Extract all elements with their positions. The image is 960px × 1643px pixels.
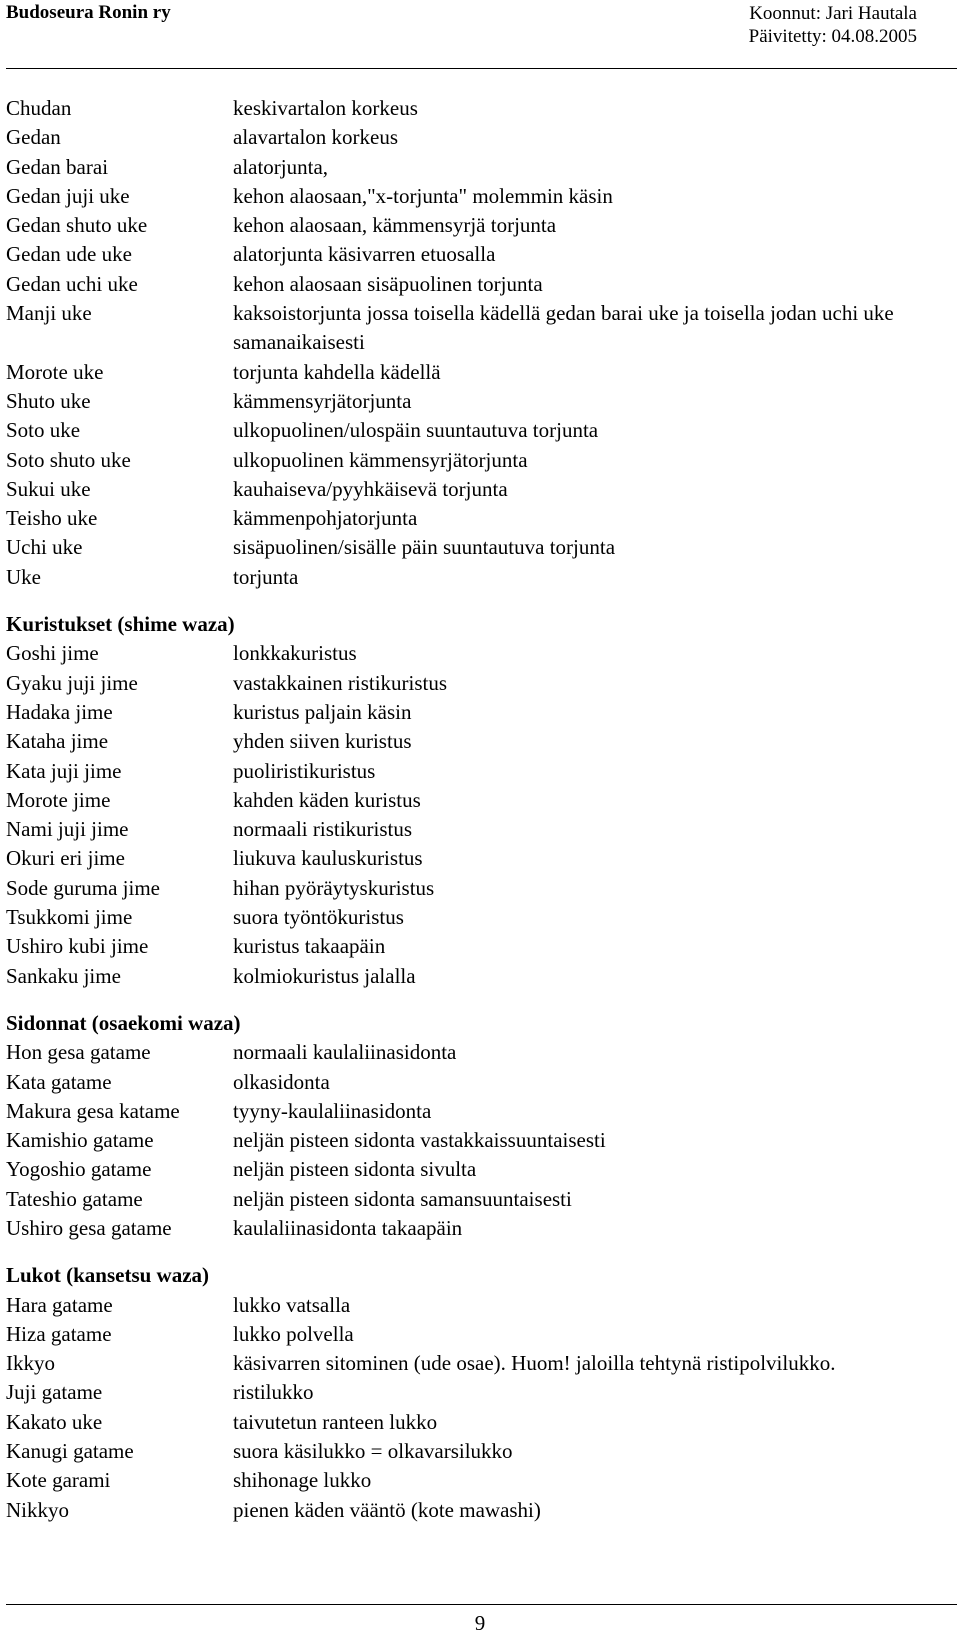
definition: kolmiokuristus jalalla <box>233 963 416 988</box>
glossary-row <box>6 874 956 903</box>
term: Sankaku jime <box>6 963 121 988</box>
definition: liukuva kauluskuristus <box>233 846 423 871</box>
header-divider <box>6 68 957 69</box>
glossary-row <box>6 1126 956 1155</box>
term: Makura gesa katame <box>6 1098 180 1123</box>
glossary-row <box>6 387 956 416</box>
glossary-row <box>6 1349 956 1378</box>
term: Juji gatame <box>6 1380 103 1405</box>
footer-divider <box>6 1604 957 1605</box>
term: Soto uke <box>6 418 81 443</box>
page-number: 9 <box>474 1611 486 1635</box>
glossary-content <box>6 94 956 1525</box>
definition: kämmensyrjätorjunta <box>233 388 412 413</box>
term: Ikkyo <box>6 1351 55 1376</box>
definition: kuristus paljain käsin <box>233 699 412 724</box>
glossary-row <box>6 416 956 445</box>
definition: lukko polvella <box>233 1321 354 1346</box>
term: Morote jime <box>6 787 111 812</box>
definition: kehon alaosaan, kämmensyrjä torjunta <box>233 213 557 238</box>
definition: pienen käden vääntö (kote mawashi) <box>233 1497 541 1522</box>
definition: kaksoistorjunta jossa toisella kädellä gedan barai uke ja toisella jodan uchi uke samanaikaisesti <box>233 301 894 355</box>
definition: kuristus takaapäin <box>233 934 386 959</box>
term: Sode guruma jime <box>6 875 160 900</box>
organization-name: Budoseura Ronin ry <box>6 2 171 23</box>
definition: alatorjunta, <box>233 154 329 179</box>
glossary-section <box>6 1009 956 1243</box>
glossary-row <box>6 1038 956 1067</box>
term: Uke <box>6 564 41 589</box>
term: Teisho uke <box>6 506 98 531</box>
glossary-row <box>6 1185 956 1214</box>
glossary-row <box>6 1437 956 1466</box>
glossary-row <box>6 1466 956 1495</box>
definition: shihonage lukko <box>233 1468 372 1493</box>
term: Tateshio gatame <box>6 1186 143 1211</box>
definition: lukko vatsalla <box>233 1292 351 1317</box>
definition: kauhaiseva/pyyhkäisevä torjunta <box>233 476 508 501</box>
definition: kaulaliinasidonta takaapäin <box>233 1215 463 1240</box>
definition: alatorjunta käsivarren etuosalla <box>233 242 496 267</box>
definition: neljän pisteen sidonta vastakkaissuuntaisesti <box>233 1128 606 1153</box>
term: Tsukkomi jime <box>6 905 133 930</box>
definition: käsivarren sitominen (ude osae). Huom! jaloilla tehtynä ristipolvilukko. <box>233 1351 836 1376</box>
definition: olkasidonta <box>233 1069 330 1094</box>
definition: kahden käden kuristus <box>233 787 421 812</box>
glossary-row <box>6 1291 956 1320</box>
section-heading: Kuristukset (shime waza) <box>6 612 235 637</box>
definition: ristilukko <box>233 1380 314 1405</box>
glossary-section <box>6 1261 956 1525</box>
definition: vastakkainen ristikuristus <box>233 670 448 695</box>
glossary-row <box>6 1496 956 1525</box>
definition: normaali kaulaliinasidonta <box>233 1040 457 1065</box>
term: Kata juji jime <box>6 758 122 783</box>
definition: taivutetun ranteen lukko <box>233 1409 438 1434</box>
glossary-row <box>6 1378 956 1407</box>
definition: keskivartalon korkeus <box>233 96 418 120</box>
term: Kataha jime <box>6 729 109 754</box>
term: Manji uke <box>6 301 92 326</box>
glossary-row <box>6 270 956 299</box>
glossary-row <box>6 1155 956 1184</box>
glossary-row <box>6 669 956 698</box>
term: Gedan barai <box>6 154 109 179</box>
glossary-row <box>6 727 956 756</box>
section-heading: Sidonnat (osaekomi waza) <box>6 1010 241 1035</box>
definition: ulkopuolinen/ulospäin suuntautuva torjunta <box>233 418 599 443</box>
term: Soto shuto uke <box>6 447 131 472</box>
glossary-row <box>6 240 956 269</box>
section-heading: Lukot (kansetsu waza) <box>6 1263 210 1288</box>
term: Kanugi gatame <box>6 1439 134 1464</box>
term: Hon gesa gatame <box>6 1040 151 1065</box>
term: Nikkyo <box>6 1497 69 1522</box>
header-meta <box>749 2 917 48</box>
glossary-row <box>6 1214 956 1243</box>
glossary-row <box>6 211 956 240</box>
term: Kata gatame <box>6 1069 112 1094</box>
term: Nami juji jime <box>6 817 129 842</box>
glossary-row <box>6 563 956 592</box>
glossary-row <box>6 844 956 873</box>
definition: normaali ristikuristus <box>233 817 413 842</box>
definition: kehon alaosaan sisäpuolinen torjunta <box>233 271 543 296</box>
glossary-row <box>6 815 956 844</box>
glossary-row <box>6 1320 956 1349</box>
updated-date: Päivitetty: 04.08.2005 <box>748 26 917 47</box>
term: Goshi jime <box>6 641 99 666</box>
term: Hara gatame <box>6 1292 113 1317</box>
glossary-row <box>6 533 956 562</box>
definition: neljän pisteen sidonta samansuuntaisesti <box>233 1186 572 1211</box>
definition: sisäpuolinen/sisälle päin suuntautuva torjunta <box>233 535 616 560</box>
glossary-section <box>6 94 956 592</box>
glossary-row <box>6 1408 956 1437</box>
term: Gedan <box>6 125 61 150</box>
definition: tyyny-kaulaliinasidonta <box>233 1098 432 1123</box>
term: Gyaku juji jime <box>6 670 138 695</box>
page-header <box>6 0 917 66</box>
term: Gedan uchi uke <box>6 271 138 296</box>
term: Gedan ude uke <box>6 242 132 267</box>
definition: puoliristikuristus <box>233 758 376 783</box>
term: Shuto uke <box>6 388 91 413</box>
glossary-row <box>6 1068 956 1097</box>
glossary-row <box>6 475 956 504</box>
term: Okuri eri jime <box>6 846 125 871</box>
glossary-row <box>6 1097 956 1126</box>
glossary-row <box>6 962 956 991</box>
term: Ushiro gesa gatame <box>6 1215 172 1240</box>
term: Morote uke <box>6 359 104 384</box>
term: Hadaka jime <box>6 699 113 724</box>
term: Ushiro kubi jime <box>6 934 149 959</box>
definition: ulkopuolinen kämmensyrjätorjunta <box>233 447 528 472</box>
definition: hihan pyöräytyskuristus <box>233 875 435 900</box>
glossary-row <box>6 504 956 533</box>
compiled-by: Koonnut: Jari Hautala <box>749 3 917 24</box>
term: Gedan shuto uke <box>6 213 148 238</box>
definition: torjunta <box>233 564 299 589</box>
glossary-section <box>6 610 956 991</box>
definition: yhden siiven kuristus <box>233 729 412 754</box>
term: Kote garami <box>6 1468 111 1493</box>
glossary-row <box>6 446 956 475</box>
definition: lonkkakuristus <box>233 641 357 666</box>
definition: kehon alaosaan,"x-torjunta" molemmin käsin <box>233 183 613 208</box>
term: Chudan <box>6 96 72 120</box>
term: Uchi uke <box>6 535 83 560</box>
definition: neljän pisteen sidonta sivulta <box>233 1157 477 1182</box>
glossary-row <box>6 182 956 211</box>
term: Yogoshio gatame <box>6 1157 152 1182</box>
glossary-row <box>6 299 956 358</box>
definition: torjunta kahdella kädellä <box>233 359 441 384</box>
term: Hiza gatame <box>6 1321 112 1346</box>
definition: alavartalon korkeus <box>233 125 399 150</box>
glossary-row <box>6 786 956 815</box>
term: Kakato uke <box>6 1409 103 1434</box>
glossary-row <box>6 757 956 786</box>
glossary-row <box>6 903 956 932</box>
glossary-row <box>6 639 956 668</box>
glossary-row <box>6 698 956 727</box>
glossary-row <box>6 932 956 961</box>
definition: kämmenpohjatorjunta <box>233 506 418 531</box>
glossary-row <box>6 94 956 123</box>
definition: suora käsilukko = olkavarsilukko <box>233 1439 513 1464</box>
term: Gedan juji uke <box>6 183 130 208</box>
glossary-row <box>6 123 956 152</box>
definition: suora työntökuristus <box>233 905 404 930</box>
glossary-row <box>6 358 956 387</box>
term: Sukui uke <box>6 476 91 501</box>
term: Kamishio gatame <box>6 1128 154 1153</box>
glossary-row <box>6 153 956 182</box>
